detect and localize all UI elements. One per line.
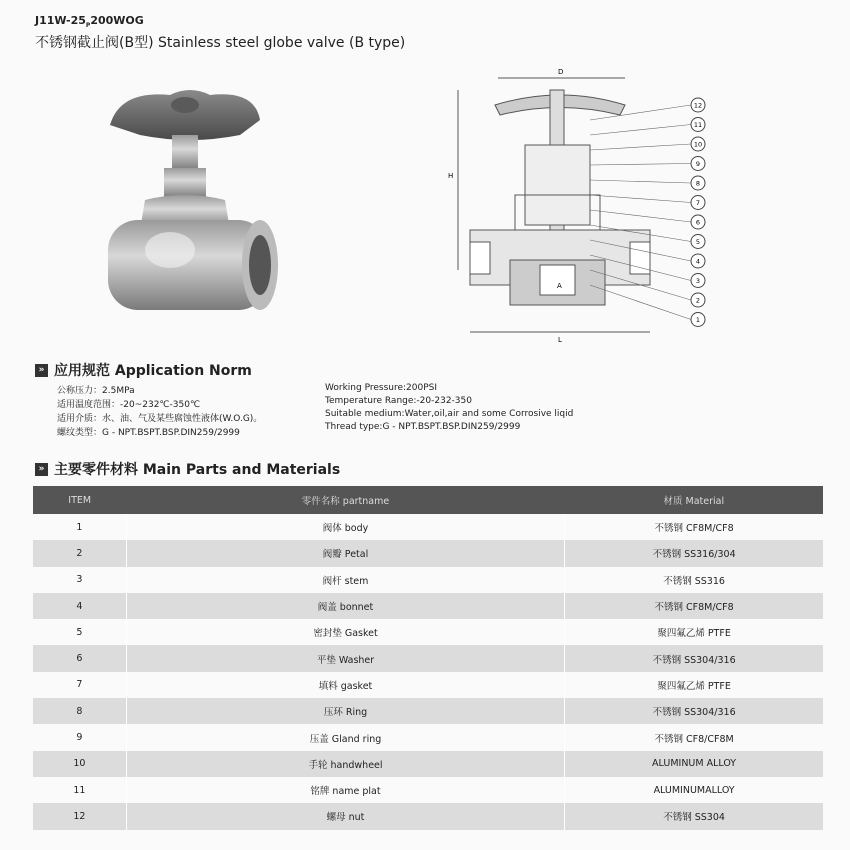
callout-leader-line	[590, 164, 691, 166]
table-header-row	[33, 486, 823, 514]
application-norm-cn	[57, 384, 262, 440]
table-row	[33, 777, 823, 803]
dim-l-label: L	[558, 336, 562, 344]
item-cell: 4	[33, 593, 126, 619]
partname-cell: 螺母 nut	[126, 803, 564, 829]
item-cell: 6	[33, 645, 126, 671]
table-row	[33, 803, 823, 829]
table-row	[33, 672, 823, 698]
partname-cell: 填料 gasket	[126, 672, 564, 698]
parts-materials-heading	[35, 459, 340, 479]
norm-cn-line: 适用介质：水、油、气及某些腐蚀性液体(W.O.G)。	[57, 414, 263, 424]
parts-table	[33, 486, 823, 830]
partname-cell: 阀瓣 Petal	[126, 540, 564, 566]
table-row	[33, 645, 823, 671]
partname-cell: 阀杆 stem	[126, 567, 564, 593]
material-cell: 聚四氟乙烯 PTFE	[565, 619, 823, 645]
valve-photo	[100, 80, 280, 330]
partname-cell: 平垫 Washer	[126, 645, 564, 671]
application-norm-en	[325, 382, 573, 434]
norm-cn-line: 公称压力：2.5MPa	[57, 386, 135, 396]
table-row	[33, 724, 823, 750]
norm-cn-line: 适用温度范围：-20~232℃-350℃	[57, 400, 201, 410]
material-cell: ALUMINUM ALLOY	[565, 751, 823, 777]
column-header-item: ITEM	[33, 486, 126, 514]
callout-leader-line	[590, 210, 691, 222]
partname-cell: 压盖 Gland ring	[126, 724, 564, 750]
callout-number: 11	[693, 121, 703, 129]
callout-number: 8	[695, 179, 701, 188]
callout-leader-line	[590, 180, 691, 183]
partname-cell: 压环 Ring	[126, 698, 564, 724]
material-cell: 不锈钢 SS304/316	[565, 698, 823, 724]
material-cell: 聚四氟乙烯 PTFE	[565, 672, 823, 698]
callout-number: 3	[695, 277, 701, 285]
dim-a-label: A	[557, 282, 562, 290]
material-cell: 不锈钢 SS316	[565, 567, 823, 593]
table-row	[33, 619, 823, 645]
item-cell: 12	[33, 803, 126, 829]
table-row	[33, 540, 823, 566]
table-row	[33, 698, 823, 724]
callout-leader-line	[590, 125, 691, 136]
item-cell: 11	[73, 784, 86, 796]
partname-cell: 手轮 handwheel	[126, 751, 564, 777]
table-row	[33, 514, 823, 540]
callout-number: 6	[695, 218, 701, 227]
application-norm-heading	[35, 360, 252, 380]
material-cell: 不锈钢 SS316/304	[565, 540, 823, 566]
section-marker-icon: »	[35, 364, 48, 377]
model-code: $J11W-25_P200WOG$	[35, 14, 144, 30]
item-cell: 1	[76, 521, 83, 533]
parts-heading-text: 主要零件材料 Main Parts and Materials	[54, 462, 341, 478]
norm-en-line: Thread type:G - NPT.BSPT.BSP.DIN259/2999	[325, 422, 521, 432]
item-cell: 3	[76, 574, 83, 586]
dim-h-label: H	[448, 172, 454, 180]
material-cell: 不锈钢 CF8M/CF8	[565, 514, 823, 540]
norm-en-line: Working Pressure:200PSI	[325, 383, 438, 393]
norm-cn-line: 螺纹类型：G - NPT.BSPT.BSP.DIN259/2999	[57, 428, 240, 438]
application-heading-text: 应用规范 Application Norm	[54, 363, 252, 379]
item-cell: 8	[33, 698, 126, 724]
callout-leader-line	[590, 144, 691, 150]
item-cell: 10	[33, 751, 126, 777]
section-marker-icon: »	[35, 463, 48, 476]
column-header-material: 材质 Material	[565, 486, 823, 514]
callout-number: 1	[695, 316, 701, 324]
callout-leader-line	[590, 195, 691, 203]
item-cell: 5	[76, 626, 83, 638]
callout-number: 7	[695, 199, 701, 207]
table-row	[33, 567, 823, 593]
material-cell: 不锈钢 SS304/316	[565, 645, 823, 671]
partname-cell: 阀体 body	[126, 514, 564, 540]
column-header-partname: 零件名称 partname	[126, 486, 564, 514]
norm-en-line: Suitable medium:Water,oil,air and some Corrosive liqid	[325, 409, 574, 419]
page-title: 不锈钢截止阀(B型) Stainless steel globe valve (B type)	[35, 35, 406, 51]
material-cell: 不锈钢 CF8/CF8M	[565, 724, 823, 750]
valve-cross-section-drawing	[440, 60, 710, 350]
callout-number: 5	[695, 238, 701, 246]
partname-cell: 铭牌 name plat	[126, 777, 564, 803]
material-cell: 不锈钢 CF8M/CF8	[565, 593, 823, 619]
material-cell: 不锈钢 SS304	[565, 803, 823, 829]
table-row	[33, 593, 823, 619]
norm-en-line: Temperature Range:-20-232-350	[325, 396, 472, 406]
partname-cell: 密封垫 Gasket	[126, 619, 564, 645]
dim-d-label: D	[558, 68, 564, 76]
callout-number: 2	[695, 296, 701, 305]
callout-number: 12	[693, 101, 703, 110]
partname-cell: 阀盖 bonnet	[126, 593, 564, 619]
item-cell: 7	[76, 679, 83, 691]
item-cell: 2	[33, 540, 126, 566]
table-row	[33, 751, 823, 777]
material-cell: ALUMINUMALLOY	[565, 777, 823, 803]
item-cell: 9	[76, 732, 83, 744]
callout-number: 4	[695, 257, 701, 266]
callout-number: 9	[695, 160, 701, 168]
callout-number: 10	[693, 140, 703, 149]
